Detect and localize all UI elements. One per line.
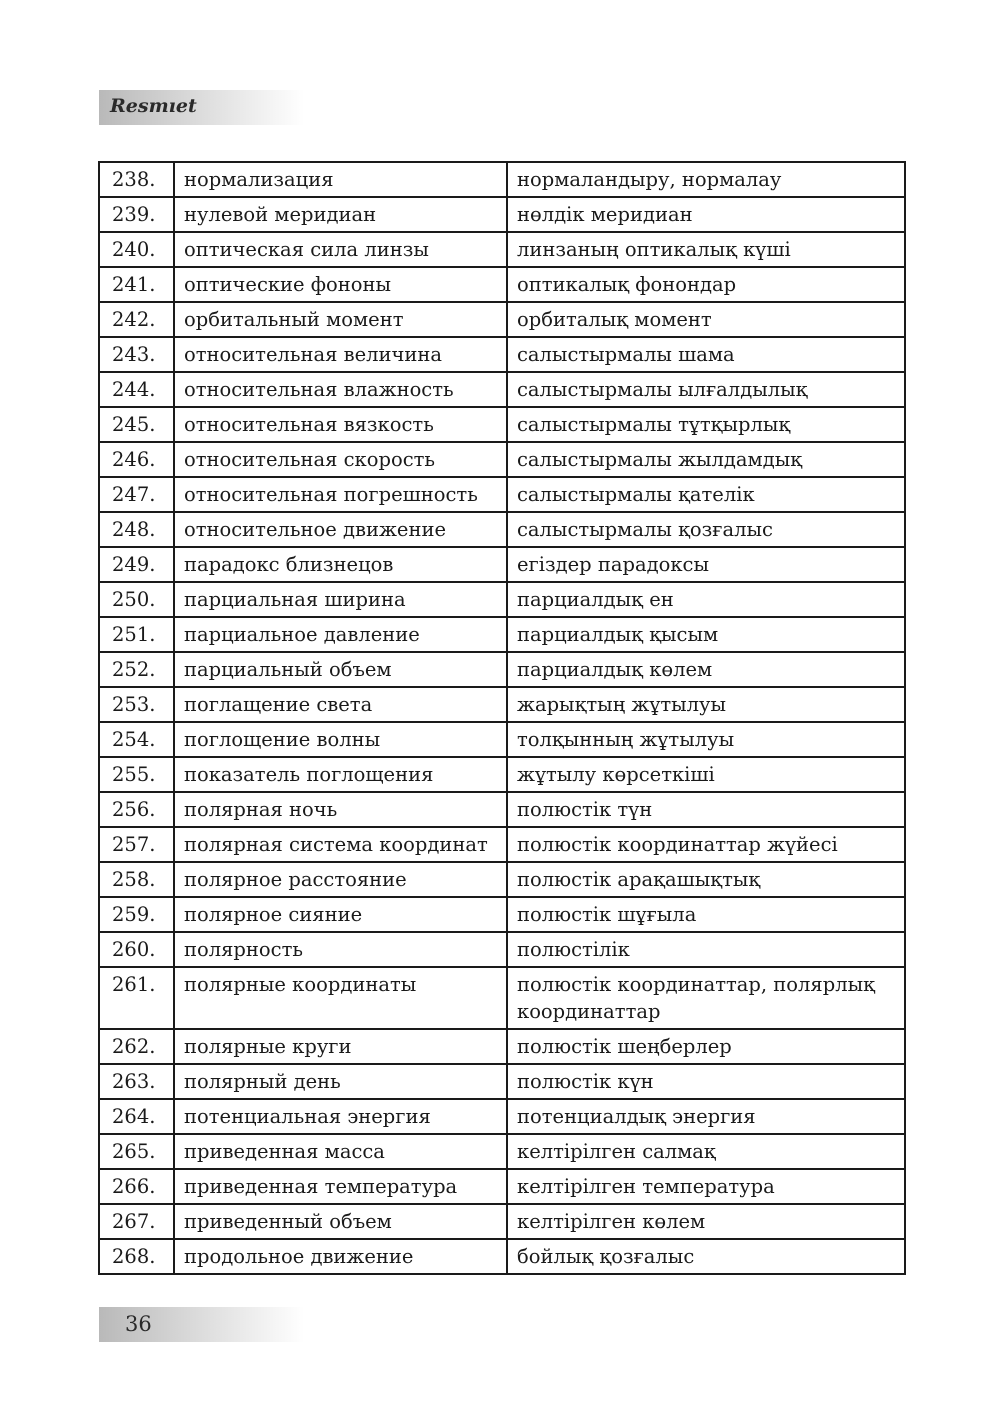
kazakh-term: келтірілген көлем [507,1204,905,1239]
kazakh-term: полюстік координаттар жүйесі [507,827,905,862]
row-number: 268. [99,1239,174,1274]
russian-term: относительная скорость [174,442,507,477]
kazakh-term: салыстырмалы ылғалдылық [507,372,905,407]
row-number: 255. [99,757,174,792]
row-number: 260. [99,932,174,967]
row-number: 262. [99,1029,174,1064]
russian-term: полярные координаты [174,967,507,1029]
russian-term: продольное движение [174,1239,507,1274]
kazakh-term: салыстырмалы шама [507,337,905,372]
kazakh-term: нормаландыру, нормалау [507,162,905,197]
russian-term: поглощение волны [174,722,507,757]
russian-term: относительная влажность [174,372,507,407]
table-row [99,932,905,967]
row-number: 245. [99,407,174,442]
table-row [99,477,905,512]
russian-term: полярная ночь [174,792,507,827]
kazakh-term: егіздер парадоксы [507,547,905,582]
page-number: 36 [125,1312,152,1336]
row-number: 267. [99,1204,174,1239]
table-row [99,1099,905,1134]
row-number: 251. [99,617,174,652]
kazakh-term: оптикалық фонондар [507,267,905,302]
row-number: 249. [99,547,174,582]
table-row [99,232,905,267]
table-row [99,1134,905,1169]
russian-term: относительная величина [174,337,507,372]
kazakh-term: салыстырмалы қателік [507,477,905,512]
russian-term: приведенная температура [174,1169,507,1204]
kazakh-term: салыстырмалы тұтқырлық [507,407,905,442]
running-header-title: Resmıet [110,95,197,117]
table-row [99,827,905,862]
row-number: 246. [99,442,174,477]
row-number: 256. [99,792,174,827]
russian-term: нулевой меридиан [174,197,507,232]
russian-term: парциальный объем [174,652,507,687]
table-row [99,652,905,687]
row-number: 265. [99,1134,174,1169]
kazakh-term: салыстырмалы жылдамдық [507,442,905,477]
russian-term: поглащение света [174,687,507,722]
kazakh-term: келтірілген салмақ [507,1134,905,1169]
russian-term: нормализация [174,162,507,197]
russian-term: полярные круги [174,1029,507,1064]
table-row [99,617,905,652]
row-number: 238. [99,162,174,197]
row-number: 248. [99,512,174,547]
table-row [99,757,905,792]
row-number: 253. [99,687,174,722]
kazakh-term: полюстік координаттар, полярлық координаттар [507,967,905,1029]
russian-term: оптические фононы [174,267,507,302]
row-number: 244. [99,372,174,407]
kazakh-term: нөлдік меридиан [507,197,905,232]
kazakh-term: полюстік арақашықтық [507,862,905,897]
row-number: 264. [99,1099,174,1134]
russian-term: полярный день [174,1064,507,1099]
russian-term: относительная погрешность [174,477,507,512]
russian-term: парциальное давление [174,617,507,652]
russian-term: оптическая сила линзы [174,232,507,267]
russian-term: орбитальный момент [174,302,507,337]
running-header [99,90,304,125]
kazakh-term: келтірілген температура [507,1169,905,1204]
kazakh-term: полюстік шеңберлер [507,1029,905,1064]
row-number: 254. [99,722,174,757]
table-row [99,302,905,337]
row-number: 250. [99,582,174,617]
page-footer [99,1307,304,1342]
table-row [99,897,905,932]
glossary-table-body [99,162,905,1274]
kazakh-term: полюстік күн [507,1064,905,1099]
table-row [99,792,905,827]
kazakh-term: орбиталық момент [507,302,905,337]
table-row [99,442,905,477]
kazakh-term: салыстырмалы қозғалыс [507,512,905,547]
kazakh-term: полюстік шұғыла [507,897,905,932]
russian-term: приведенный объем [174,1204,507,1239]
russian-term: потенциальная энергия [174,1099,507,1134]
row-number: 266. [99,1169,174,1204]
table-row [99,197,905,232]
row-number: 263. [99,1064,174,1099]
row-number: 243. [99,337,174,372]
table-row [99,1064,905,1099]
row-number: 261. [99,967,174,1029]
kazakh-term: парциалдық көлем [507,652,905,687]
table-row [99,372,905,407]
kazakh-term: потенциалдық энергия [507,1099,905,1134]
kazakh-term: бойлық қозғалыс [507,1239,905,1274]
kazakh-term: полюстілік [507,932,905,967]
russian-term: полярное расстояние [174,862,507,897]
row-number: 241. [99,267,174,302]
russian-term: показатель поглощения [174,757,507,792]
kazakh-term: толқынның жұтылуы [507,722,905,757]
russian-term: полярная система координат [174,827,507,862]
table-row [99,1239,905,1274]
row-number: 257. [99,827,174,862]
kazakh-term: парциалдық қысым [507,617,905,652]
kazakh-term: линзаның оптикалық күші [507,232,905,267]
table-row [99,512,905,547]
russian-term: приведенная масса [174,1134,507,1169]
table-row [99,582,905,617]
table-row [99,967,905,1029]
russian-term: относительная вязкость [174,407,507,442]
kazakh-term: жұтылу көрсеткіші [507,757,905,792]
table-row [99,722,905,757]
russian-term: полярность [174,932,507,967]
table-row [99,1029,905,1064]
table-row [99,162,905,197]
russian-term: парциальная ширина [174,582,507,617]
table-row [99,1169,905,1204]
row-number: 240. [99,232,174,267]
table-row [99,547,905,582]
table-row [99,337,905,372]
glossary-table [98,161,906,1275]
kazakh-term: полюстік түн [507,792,905,827]
row-number: 242. [99,302,174,337]
russian-term: полярное сияние [174,897,507,932]
table-row [99,687,905,722]
table-row [99,862,905,897]
row-number: 258. [99,862,174,897]
kazakh-term: жарықтың жұтылуы [507,687,905,722]
table-row [99,1204,905,1239]
row-number: 252. [99,652,174,687]
table-row [99,267,905,302]
kazakh-term: парциалдық ен [507,582,905,617]
row-number: 259. [99,897,174,932]
row-number: 247. [99,477,174,512]
table-row [99,407,905,442]
russian-term: парадокс близнецов [174,547,507,582]
row-number: 239. [99,197,174,232]
russian-term: относительное движение [174,512,507,547]
